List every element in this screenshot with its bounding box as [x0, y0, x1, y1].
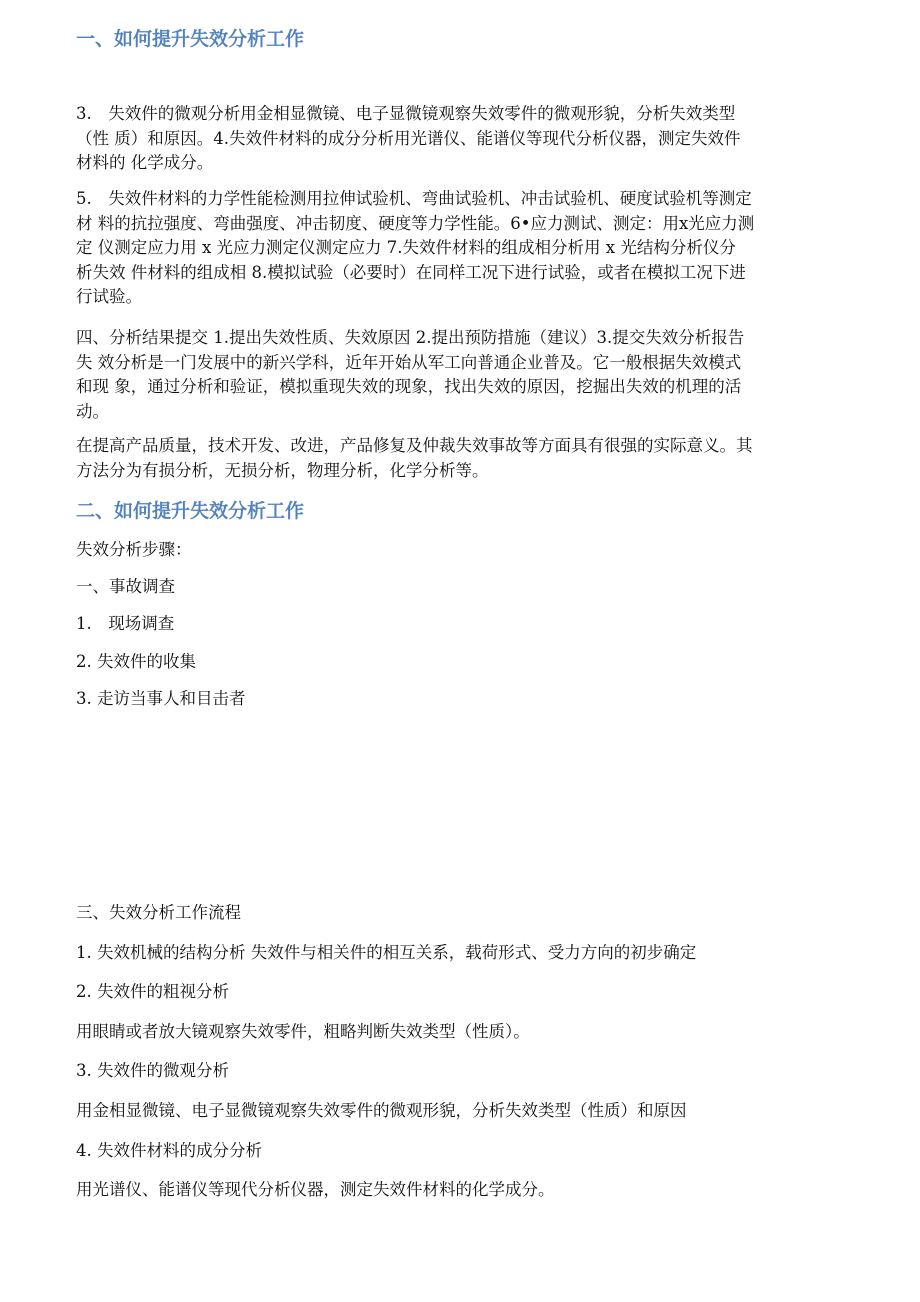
text-line: （性 质）和原因。4.失效件材料的成分分析用光谱仪、能谱仪等现代分析仪器，测定失效件	[76, 128, 741, 148]
text-line: 3. 走访当事人和目击者	[76, 688, 246, 708]
steps-list	[76, 538, 856, 724]
paragraph-4	[76, 434, 856, 483]
text-line: 5. 失效件材料的力学性能检测用拉伸试验机、弯曲试验机、冲击试验机、硬度试验机等测定	[76, 189, 752, 208]
text-line: 失 效分析是一门发展中的新兴学科，近年开始从军工向普通企业普及。它一般根据失效模式	[76, 352, 742, 372]
text-line: 析失效 件材料的组成相 8.模拟试验（必要时）在同样工况下进行试验，或者在模拟工况下进	[76, 262, 746, 282]
text-line: 行试验。	[76, 287, 142, 307]
text-line: 四、分析结果提交 1.提出失效性质、失效原因 2.提出预防措施（建议）3.提交失效分析报告	[76, 328, 745, 347]
text-line: 方法分为有损分析，无损分析，物理分析，化学分析等。	[76, 460, 489, 480]
workflow-list	[76, 901, 856, 1218]
text-line: 和现 象，通过分析和验证，模拟重现失效的现象，找出失效的原因，挖掘出失效的机理的活	[76, 377, 742, 397]
paragraph-3	[76, 326, 856, 424]
text-line: 材料的 化学成分。	[76, 153, 214, 173]
text-line: 用眼睛或者放大镜观察失效零件，粗略判断失效类型（性质）。	[76, 1021, 530, 1041]
text-line: 失效分析步骤：	[76, 540, 192, 559]
text-line: 2. 失效件的粗视分析	[76, 982, 229, 1002]
paragraph-1	[76, 102, 856, 176]
text-line: 1. 现场调查	[76, 614, 175, 634]
heading-2: 二、如何提升失效分析工作	[76, 500, 305, 522]
text-line: 材 料的抗拉强度、弯曲强度、冲击韧度、硬度等力学性能。6•应力测试、测定：用x光应力测	[76, 213, 755, 233]
text-line: 4. 失效件材料的成分分析	[76, 1140, 262, 1160]
text-line: 1. 失效机械的结构分析 失效件与相关件的相互关系，载荷形式、受力方向的初步确定	[76, 942, 697, 962]
text-line: 3. 失效件的微观分析	[76, 1061, 229, 1081]
text-line: 动。	[76, 401, 109, 421]
text-line: 三、失效分析工作流程	[76, 903, 241, 922]
text-line: 用光谱仪、能谱仪等现代分析仪器，测定失效件材料的化学成分。	[76, 1180, 555, 1200]
heading-1: 一、如何提升失效分析工作	[76, 28, 305, 50]
text-line: 在提高产品质量，技术开发、改进，产品修复及仲裁失效事故等方面具有很强的实际意义。其	[76, 436, 753, 455]
text-line: 一、事故调查	[76, 577, 175, 597]
text-line: 定 仪测定应力用 x 光应力测定仪测定应力 7.失效件材料的组成相分析用 x 光结构分析仪分	[76, 238, 736, 258]
text-line: 3. 失效件的微观分析用金相显微镜、电子显微镜观察失效零件的微观形貌，分析失效类型	[76, 104, 736, 123]
text-line: 用金相显微镜、电子显微镜观察失效零件的微观形貌，分析失效类型（性质）和原因	[76, 1100, 687, 1120]
text-line: 2. 失效件的收集	[76, 651, 196, 671]
paragraph-2	[76, 187, 856, 310]
